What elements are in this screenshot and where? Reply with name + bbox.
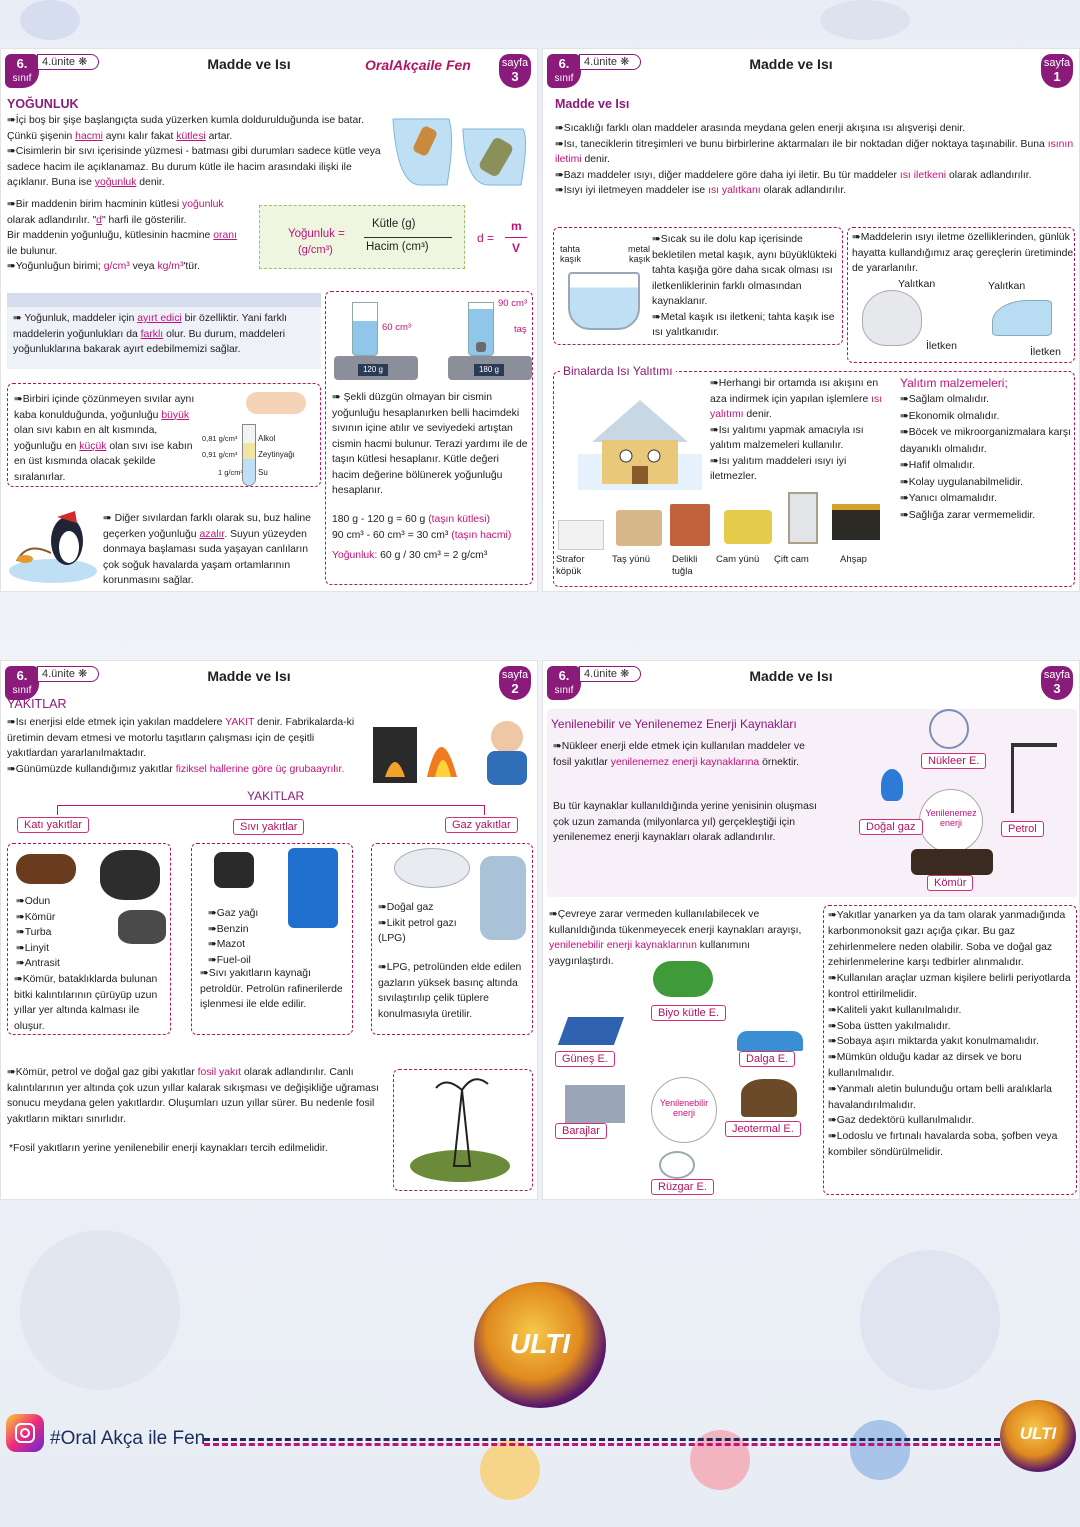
ren-geothermal: Jeotermal E. (725, 1121, 801, 1137)
fossil-fuels-text: ➠Kömür, petrol ve doğal gaz gibi yakıtlar fosil yakıt olarak adlandırılır. Canlı kalıntılarının yer altında çok uzun yıllar kalarak sıkışması ve değişikliğe uğraması sonucu meydana gelen yakıtlardır. Oluşumları uzun yıllar sürer. Bu nedenle fosil yakıtların miktarı sınırlıdır. (7, 1067, 379, 1125)
layer-name-2: Zeytinyağı (258, 450, 295, 459)
page-badge: sayfa 3 (499, 54, 531, 88)
gas-fuels-list: ➠Doğal gaz ➠Likit petrol gazı (LPG) (378, 902, 457, 944)
irregular-object-text: ➠ Şekli düzgün olmayan bir cismin yoğunluğu hesaplanırken belli hacimdeki sıvının içine atılır ve seviyedeki artıştan cismin hacmi bulunur. Terazi yardımı ile de taşın kütlesi hesaplanır. Kütle değeri hacim değerine bölünerek yoğunluğu hesaplanır. (332, 392, 528, 496)
layer-density-3: 1 g/cm³ (218, 468, 244, 477)
bg-molecule-top-right (820, 0, 910, 40)
material-tasyunu (616, 510, 662, 546)
test-tube (242, 424, 256, 486)
formula-lhs-unit: (g/cm³) (298, 244, 333, 256)
safety-box (823, 905, 1077, 1195)
instagram-icon[interactable] (6, 1414, 44, 1452)
materials-list: ➠Sağlam olmalıdır. ➠Ekonomik olmalıdır. ➠Böcek ve mikroorganizmalara karşı dayanıklı olmalıdır. ➠Hafif olmalıdır. ➠Kolay uygulanabilmelidir. ➠Yanıcı olmamalıdır. ➠Sağlığa zarar vermemelidir. (900, 394, 1071, 521)
spoon-metal-label: metal kaşık (627, 244, 650, 264)
material-label-3: Delikli tuğla (672, 554, 698, 577)
fuel-pump-illustration (214, 852, 254, 888)
solar-panel-icon (558, 1017, 624, 1045)
panel-heat (542, 48, 1080, 592)
formula-denominator: Hacim (cm³) (366, 241, 429, 253)
panel-title: Madde ve Isı (749, 56, 833, 72)
nonrenewable-box (547, 709, 1077, 897)
solid-fuels-list: ➠Odun ➠Kömür ➠Turba ➠Linyit ➠Antrasit (16, 896, 60, 969)
safety-list: ➠Yakıtlar yanarken ya da tam olarak yanmadığında karbonmonoksit gazı açığa çıkar. Bu gaz zehirlenmelere neden olabilir. Soba ve doğal gaz zehirlenmelerine karşı tedbirler alınmalıdır. ➠Kullanılan araçlar uzman kişilere belirli periyotlarda kontrol ettirilmelidir. ➠Kaliteli yakıt kullanılmalıdır. ➠Soba üstten yakılmalıdır. ➠Sobaya aşırı miktarda yakıt konulmamalıdır. ➠Mümkün olduğu kadar az dirsek ve boru kullanılmalıdır. ➠Yanmalı aletin bulunduğu ortam belli aralıklarla havalandırılmalıdır. ➠Gaz dedektörü kullanılmalıdır. ➠Lodoslu ve fırtınalı havalarda soba, şofben veya kombiler söndürülmelidir. (828, 910, 1071, 1158)
kettle-illustration (862, 290, 922, 346)
geothermal-icon (741, 1079, 797, 1117)
unit-label: 4.ünite ❋ (579, 666, 641, 682)
liquid-fuels-label: Sıvı yakıtlar (233, 819, 304, 835)
building-title: Binalarda Isı Yalıtımı (560, 364, 676, 378)
density-intro: ➠İçi boş bir şişe başlangıçta suda yüzerken kumla doldurulduğunda ise batar. Çünkü şişenin hacmi aynı kalır fakat kütlesi artar. ➠Cisimlerin bir sıvı içerisinde yüzmesi - batması gibi durumları sadece kütle veya sadece hacim ile açıklanamaz. Bu durum kütle ile hacim arasındaki ilişki ile açıklanır. Buna ise yoğunluk denir. (7, 115, 381, 188)
formula-box (259, 205, 465, 269)
ren-solar: Güneş E. (555, 1051, 615, 1067)
bg-atom (850, 1420, 910, 1480)
daily-use-box (847, 227, 1075, 363)
insulator-label-1: Yalıtkan (898, 278, 936, 290)
spoon-wood-label: tahta kaşık (560, 244, 582, 264)
scale-1 (330, 294, 422, 384)
section-title: YOĞUNLUK (7, 97, 79, 111)
conductor-label-2: İletken (1030, 346, 1061, 358)
bg-virus (480, 1440, 540, 1500)
material-ciftcam (788, 492, 818, 544)
formula-m: m (511, 219, 522, 233)
renewable-box (547, 901, 817, 1195)
ren-biomass: Biyo kütle E. (651, 1005, 726, 1021)
page-badge: sayfa 3 (1041, 666, 1073, 700)
nonren-nuclear: Nükleer E. (921, 753, 986, 769)
fuel-tree-line (57, 805, 485, 815)
liquid-layers-text: ➠Birbiri içinde çözünmeyen sıvılar aynı kaba konulduğunda, yoğunluğu büyük olan sıvı kabın en alt kısmında, yoğunluğu en küçük olan sıvı ise kabın en üst kısmında olacak şekilde sıralanırlar. (14, 394, 195, 483)
panel-title: Madde ve Isı (749, 668, 833, 684)
liquid-fuels-note: ➠Sıvı yakıtların kaynağı petroldür. Petrolün rafinerilerde işlenmesi ile elde edilir. (200, 968, 343, 1010)
bg-circle-bottom-left (20, 1230, 180, 1390)
scale-1-display: 120 g (358, 364, 388, 376)
coal-carts-icon (911, 849, 993, 875)
spoon-experiment-box (553, 227, 843, 345)
material-label-5: Çift cam (774, 554, 809, 565)
calc-lines: 180 g - 120 g = 60 g (taşın kütlesi) 90 cm³ - 60 cm³ = 30 cm³ (taşın hacmi) Yoğunluk: 60 g / 30 cm³ = 2 g/cm³ (332, 514, 512, 561)
gas-cylinder-illustration (480, 856, 526, 940)
wind-turbine-icon (659, 1151, 695, 1179)
panel-fuels (0, 660, 538, 1200)
fuel-tree-root: YAKITLAR (247, 789, 305, 803)
dropper-hand-icon (246, 392, 306, 414)
trees-icon (653, 961, 713, 997)
ren-wave: Dalga E. (739, 1051, 795, 1067)
building-text: ➠Herhangi bir ortamda ısı akışını en aza indirmek için yapılan işlemlere ısı yalıtımı denir. ➠Isı yalıtımı yapmak amacıyla ısı yalıtım malzemeleri kullanılır. ➠Isı yalıtım maddeleri ısıyı iyi iletmezler. (710, 378, 883, 482)
formula-lhs: Yoğunluk = (288, 228, 345, 240)
nonrenewable-text-2: Bu tür kaynaklar kullanıldığında yerine yenisinin oluşması çok uzun zamanda (milyonlarca yıl) gerçekleştiği için yenilenemez enerji kaynakları olarak adlandırılır. (553, 801, 817, 843)
page-badge: sayfa 2 (499, 666, 531, 700)
conductor-label-1: İletken (926, 340, 957, 352)
liquid-fuels-list: ➠Gaz yağı ➠Benzin ➠Mazot ➠Fuel-oil (208, 908, 259, 966)
renewable-center: Yenilenebilir enerji (651, 1077, 717, 1143)
formula-d-bar (505, 237, 527, 238)
material-label-6: Ahşap (840, 554, 867, 565)
penguin-illustration (7, 501, 99, 585)
formula-v: V (512, 241, 521, 255)
panel-density (0, 48, 538, 592)
layer-density-1: 0,81 g/cm³ (202, 434, 238, 443)
page-badge: sayfa 1 (1041, 54, 1073, 88)
ren-dam: Barajlar (555, 1123, 607, 1139)
liquid-layers-box (7, 383, 321, 487)
panel-title: Madde ve Isı (207, 668, 291, 684)
gas-stove-illustration (394, 848, 470, 888)
water-bowl-illustration (568, 272, 640, 330)
scale-2-stone-label: taş (514, 324, 527, 335)
nonrenewable-text: ➠Nükleer enerji elde etmek için kullanılan maddeler ve fosil yakıtlar yenilenemez enerji kaynaklarına örnektir. (553, 741, 805, 768)
grade-badge: 6. sınıf (547, 54, 581, 88)
formula-bar (364, 237, 452, 238)
panel-header (1, 661, 537, 707)
material-tugla (670, 504, 710, 546)
center-logo (474, 1282, 606, 1408)
material-ahsap (832, 504, 880, 540)
wood-logs-illustration (16, 854, 76, 884)
scale-2 (440, 294, 532, 384)
gas-fuels-box (371, 843, 533, 1035)
nonren-gas: Doğal gaz (859, 819, 923, 835)
scale-2-display: 180 g (474, 364, 504, 376)
unit-label: 4.ünite ❋ (37, 666, 99, 682)
corner-logo (1000, 1400, 1076, 1472)
footer-dotted-line (204, 1438, 1000, 1446)
panel-energy (542, 660, 1080, 1200)
bg-molecule-top-left (20, 0, 80, 40)
section-title: YAKITLAR (7, 697, 67, 711)
bottle-illustration (389, 99, 535, 189)
ice-density-text: ➠ Diğer sıvılardan farklı olarak su, buz haline geçerken yoğunluğu azalır. Suyun yüzeyden donmaya başlaması suda yaşayan canlıların çok soğuk havalarda yaşam ortamlarının korunmasını sağlar. (103, 513, 311, 586)
material-label-2: Taş yünü (612, 554, 651, 565)
hashtag-text[interactable]: #Oral Akça ile Fen (50, 1428, 206, 1449)
solid-fuels-label: Katı yakıtlar (17, 817, 89, 833)
panel-header (543, 49, 1079, 95)
material-camyunu (724, 510, 772, 544)
corner-logo-text: ULTI (1019, 1424, 1057, 1443)
oil-well-illustration (393, 1069, 533, 1191)
layer-name-1: Alkol (258, 434, 276, 443)
spoon-text: ➠Sıcak su ile dolu kap içerisinde bekletilen metal kaşık, aynı büyüklükteki tahta kaşığa göre daha sıcak olması ısı iletkenliklerinin farklı olmasından kaynaklanır. ➠Metal kaşık ısı iletkeni; tahta kaşık ise ısı yalıtkanıdır. (652, 234, 837, 338)
layer-density-2: 0,91 g/cm³ (202, 450, 238, 459)
material-label-4: Cam yünü (716, 554, 760, 565)
oil-barrel-illustration (288, 848, 338, 928)
material-label-1: Strafor köpük (556, 554, 585, 577)
center-logo-text: ULTI (509, 1328, 571, 1359)
formula-numerator: Kütle (g) (372, 218, 416, 230)
building-insulation-box (553, 364, 1075, 587)
lignite-illustration (118, 910, 166, 944)
insulator-label-2: Yalıtkan (988, 280, 1026, 292)
unit-label: 4.ünite ❋ (37, 54, 99, 70)
materials-title: Yalıtım malzemeleri; (900, 376, 1008, 390)
unit-label: 4.ünite ❋ (579, 54, 641, 70)
irregular-object-box (325, 291, 533, 585)
section-title: Madde ve Isı (555, 97, 630, 111)
solid-fuels-box (7, 843, 171, 1035)
bg-circle-bottom-right (860, 1250, 1000, 1390)
renewable-text: ➠Çevreye zarar vermeden kullanılabilecek ve kullanıldığında tükenmeyecek enerji kaynakları arayışı, yenilenebilir enerji kaynaklarının kullanımını yaygınlaştırdı. (549, 909, 802, 967)
wave-icon (737, 1031, 803, 1051)
panel-header (1, 49, 537, 95)
brand-logo: OralAkçaile Fen (365, 57, 471, 73)
daily-use-text: ➠Maddelerin ısıyı iletme özelliklerinden, günlük hayatta kullandığımız araç gereçlerin üretiminde de yararlanılır. (852, 232, 1074, 274)
density-definition: ➠Bir maddenin birim hacminin kütlesi yoğunluk olarak adlandırılır. "d" harfi ile gösterilir. Bir maddenin yoğunluğu, kütlesinin hacmine oranı ile bulunur. ➠Yoğunluğun birimi; g/cm³ veya kg/m³'tür. (7, 199, 237, 272)
grade-badge: 6. sınıf (5, 666, 39, 700)
liquid-fuels-box (191, 843, 353, 1035)
fossil-note: *Fosil yakıtların yerine yenilenebilir enerji kaynakları tercih edilmelidir. (9, 1143, 328, 1154)
grade-badge: 6. sınıf (5, 54, 39, 88)
nonren-oil: Petrol (1001, 821, 1044, 837)
snow-house-illustration (578, 394, 702, 490)
scale-1-volume: 60 cm³ (382, 322, 412, 333)
heat-intro: ➠Sıcaklığı farklı olan maddeler arasında meydana gelen enerji akışına ısı alışverişi denir. ➠Isı, taneciklerin titreşimleri ve bunu birbirlerine aktarmaları ile bir noktadan diğer noktaya taşınabilir. Buna ısının iletimi denir. ➠Bazı maddeler ısıyı, diğer maddelere göre daha iyi iletir. Bu tür maddeler ısı iletkeni olarak adlandırılır. ➠Isıyı iyi iletmeyen maddeler ise ısı yalıtkanı olarak adlandırılır. (555, 123, 1074, 196)
scale-2-volume: 90 cm³ (498, 298, 528, 309)
fire-illustration (371, 707, 531, 787)
pumpjack-icon (1011, 743, 1057, 813)
gas-fuels-note: ➠LPG, petrolünden elde edilen gazların yüksek basınç altında sıvılaştırılıp çelik tüplere konulmasıyla üretilir. (378, 962, 522, 1020)
distinguishing-note: ➠ Yoğunluk, maddeler için ayırt edici bir özelliktir. Yani farklı maddelerin yoğunlukları da farklı olur. Bu durum, maddeleri yoğunluklarına bakarak ayırt edebilmemizi sağlar. (7, 293, 321, 369)
gas-fuels-label: Gaz yakıtlar (445, 817, 518, 833)
ren-wind: Rüzgar E. (651, 1179, 714, 1195)
fuel-intro: ➠Isı enerjisi elde etmek için yakılan maddelere YAKIT denir. Fabrikalarda-ki üretimin devam etmesi ve motorlu taşıtların çalışması için de çeşitli yakıtlardan yararlanılmaktadır. ➠Günümüzde kullandığımız yakıtlar fiziksel hallerine göre üç grubaayrılır. (7, 717, 355, 775)
nonrenewable-center: Yenilenemez enerji (919, 789, 983, 853)
grade-badge: 6. sınıf (547, 666, 581, 700)
coal-illustration (100, 850, 160, 900)
section-title: Yenilenebilir ve Yenilenemez Enerji Kaynakları (551, 717, 797, 731)
panel-title: Madde ve Isı (207, 56, 291, 72)
dam-icon (565, 1085, 625, 1123)
solid-fuels-note: ➠Kömür, bataklıklarda bulunan bitki kalıntılarının çürüyüp uzun yıllar yer altında kalması ile oluşur. (14, 974, 158, 1032)
layer-name-3: Su (258, 468, 268, 477)
iron-illustration (992, 300, 1052, 336)
nonren-coal: Kömür (927, 875, 973, 891)
panel-header (543, 661, 1079, 707)
gas-flame-icon (881, 769, 903, 801)
atom-icon (929, 709, 969, 749)
material-strafor (558, 520, 604, 550)
formula-d: d = (477, 231, 495, 245)
